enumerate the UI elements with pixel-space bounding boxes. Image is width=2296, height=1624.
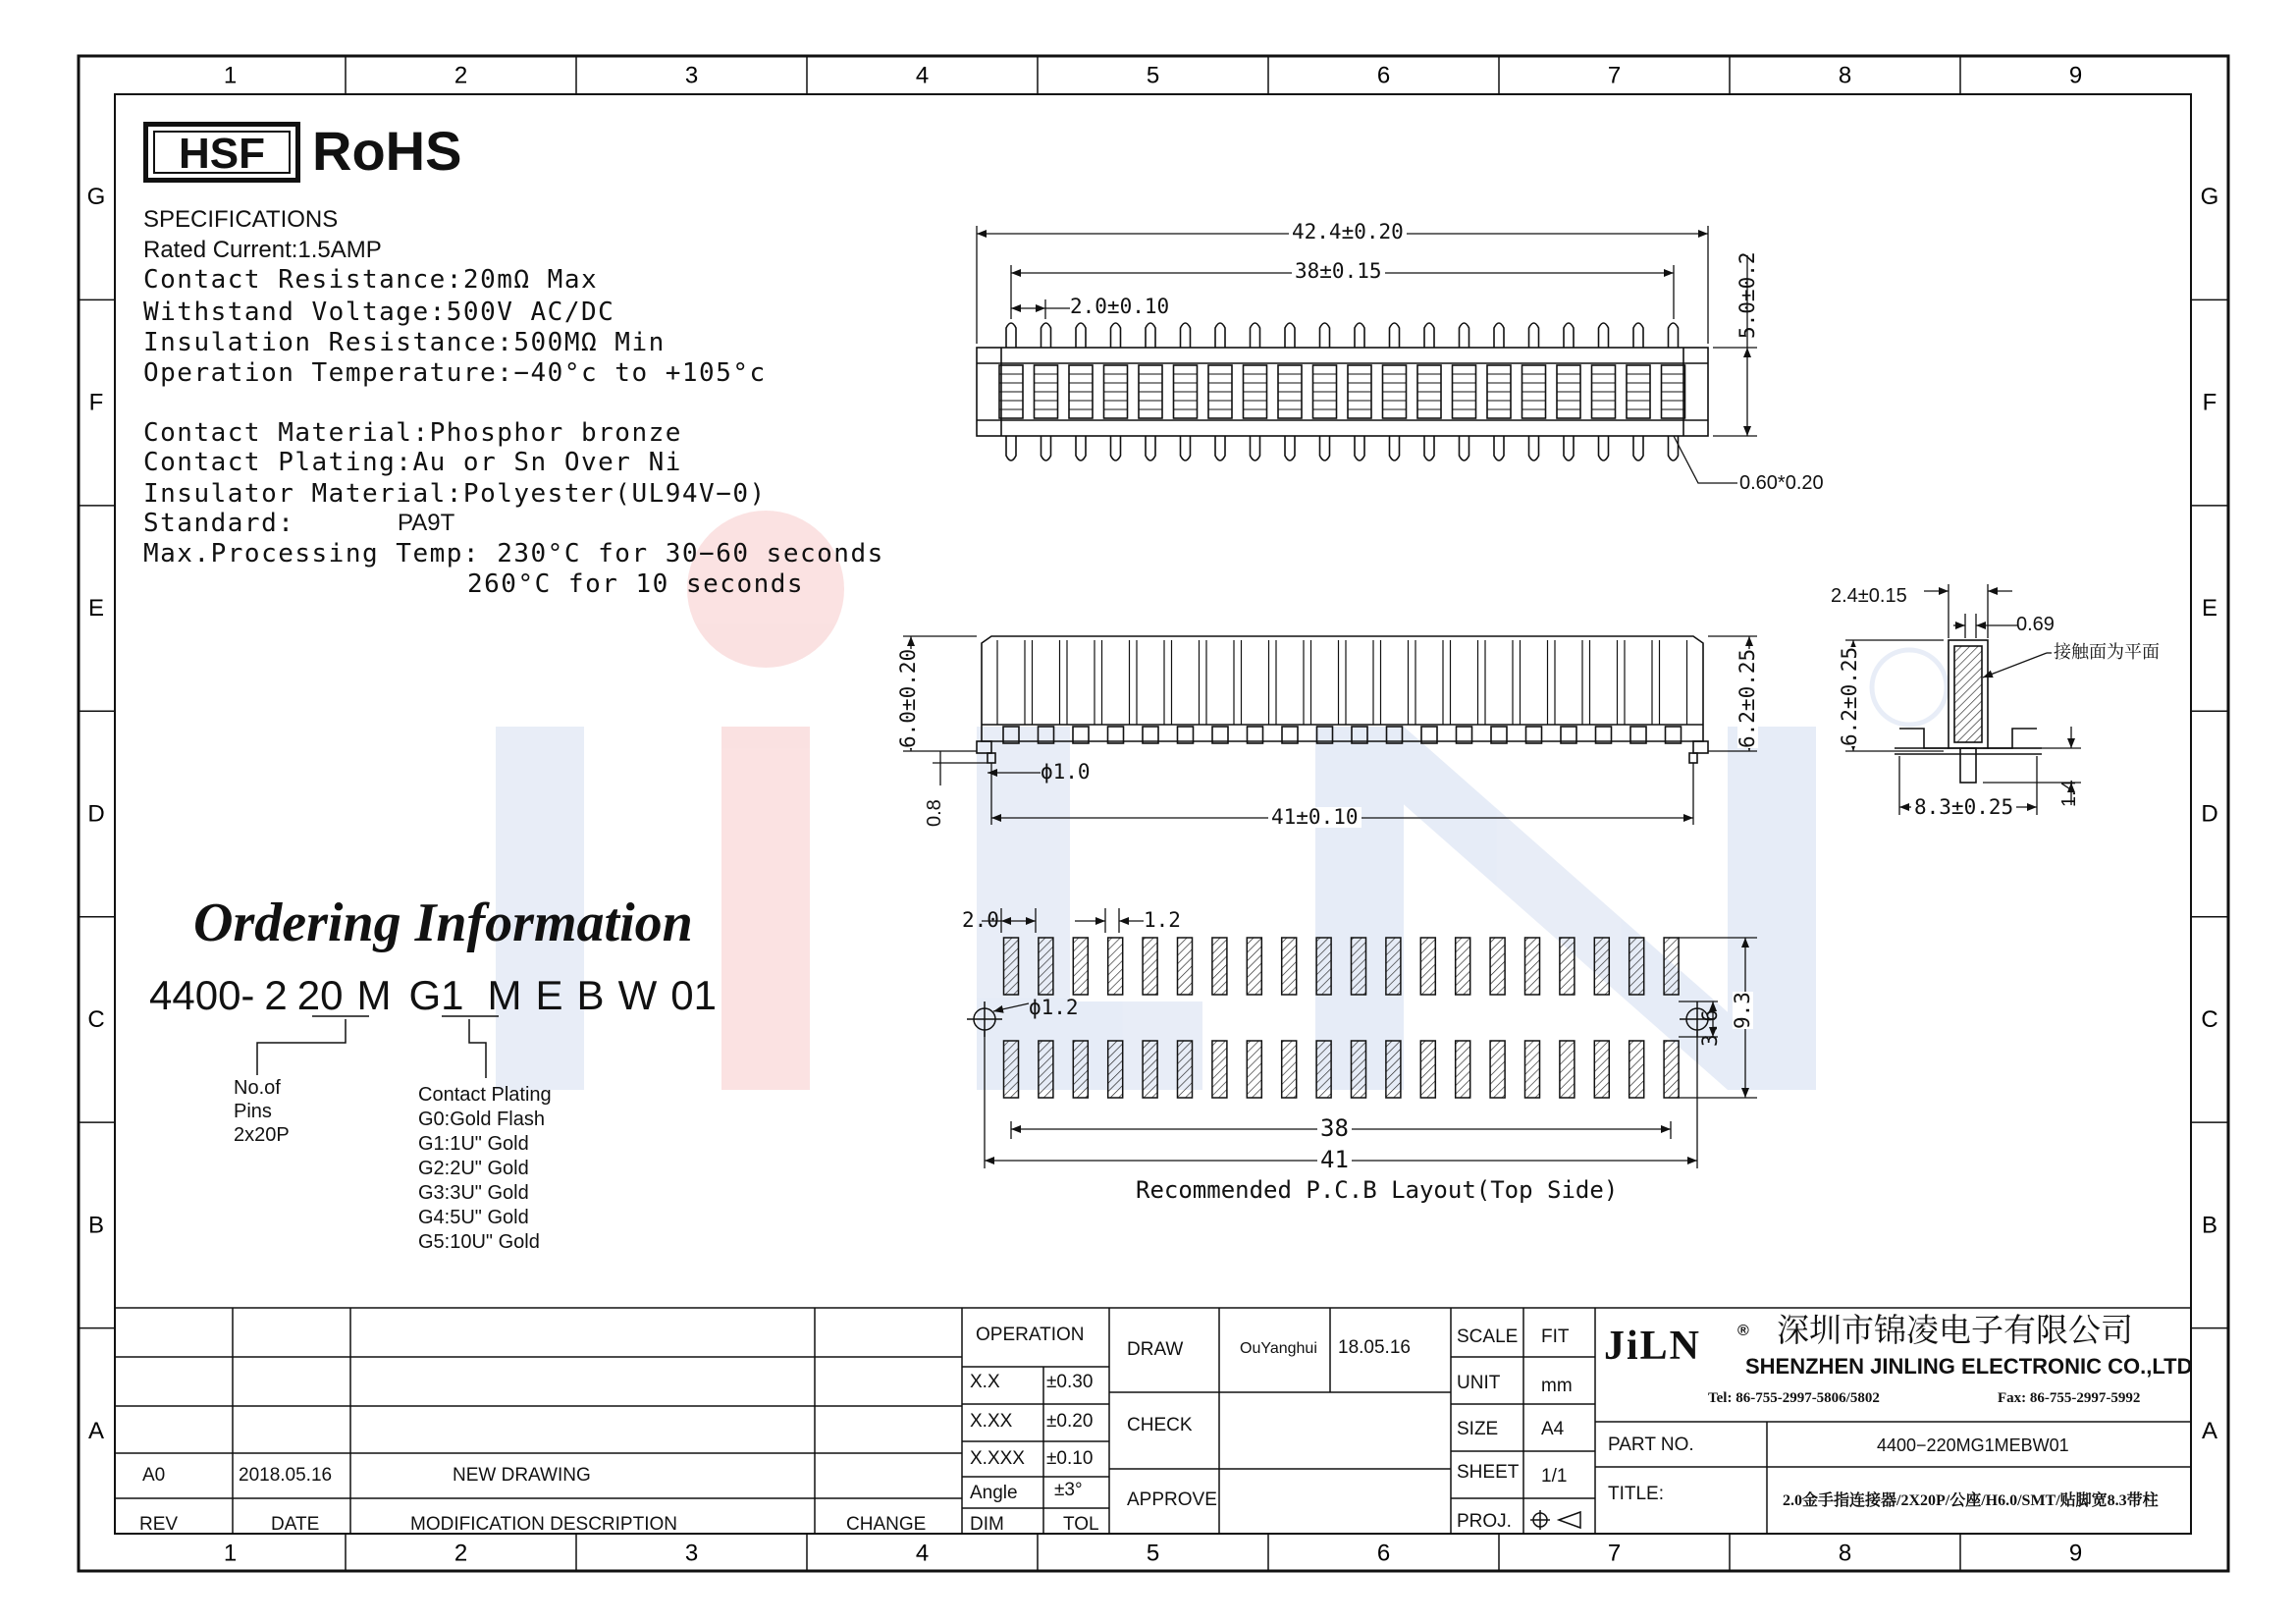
pcb-pad [1143,938,1157,995]
ordering-code-part: M [356,972,392,1018]
zone-row-label: B [87,1212,105,1239]
ordering-code-part: B [576,972,605,1018]
pins-note-line: 2x20P [234,1124,290,1146]
dim-front-left-h: 6.0±0.20 [896,648,920,748]
zone-row-label: G [86,184,106,211]
dim-pcb-span: 38 [1317,1116,1352,1140]
zone-column-label: 3 [684,62,699,89]
dim-pcb-pad: 1.2 [1144,908,1181,932]
top-pin-upper [1215,323,1225,348]
sheet-label: SHEET [1457,1462,1520,1483]
top-pin-lower [1076,436,1086,460]
zone-row-label: F [88,389,104,416]
dim-pcb-pitch: 2.0 [962,908,999,932]
ordering-code [149,972,717,1021]
dim-front-peg: ϕ1.0 [1041,760,1091,784]
pcb-pad [1316,1041,1331,1098]
registered-mark: ® [1737,1323,1749,1339]
pcb-pad [1629,1041,1644,1098]
top-pin-upper [1181,323,1191,348]
check-label: CHECK [1127,1415,1193,1435]
top-pin-lower [1285,436,1295,460]
spec-standard-label: Standard: [143,509,295,538]
change-header: CHANGE [846,1514,927,1535]
dim-side-base: 8.3±0.25 [1911,797,2016,818]
plating-note-line: G3:3U" Gold [418,1182,529,1204]
dim-top-pin: 0.60*0.20 [1739,472,1824,494]
zone-column-label: 8 [1838,62,1852,89]
plating-note-line: G0:Gold Flash [418,1109,545,1130]
tol-dim: X.XX [970,1411,1013,1432]
zone-column-label: 1 [223,1540,238,1567]
pcb-pad [1073,1041,1088,1098]
zone-column-label: 7 [1607,62,1622,89]
top-pin-lower [1529,436,1539,460]
dim-side-note: 接触面为平面 [2054,642,2160,662]
spec-max-temp-2: 260°C for 10 seconds [467,569,805,599]
pins-note-line: Pins [234,1101,272,1122]
tol-dim: Angle [970,1483,1018,1503]
plating-note [418,1083,552,1255]
pcb-pad [1178,1041,1193,1098]
pcb-pad [1143,1041,1157,1098]
top-pin-lower [1564,436,1574,460]
proj-label: PROJ. [1457,1511,1512,1532]
pcb-pad [1664,1041,1679,1098]
ordering-code-part: 01 [670,972,717,1018]
spec-insulation-resistance: Insulation Resistance:500MΩ Min [143,328,666,357]
top-pin-upper [1424,323,1434,348]
top-pin-lower [1146,436,1155,460]
pcb-pad [1247,938,1261,995]
ordering-code-part: 2 [264,972,288,1018]
plating-note-line: G5:10U" Gold [418,1231,540,1253]
zone-row-label: A [87,1417,105,1444]
rev-value: A0 [142,1465,166,1486]
dim-side-h: 6.2±0.25 [1838,646,1861,746]
dim-side-w: 2.4±0.15 [1831,585,1907,607]
top-pin-upper [1494,323,1504,348]
pcb-pad [1386,938,1401,995]
rohs-logo: RoHS [312,120,462,182]
size-label: SIZE [1457,1419,1499,1439]
zone-column-label: 5 [1146,1540,1160,1567]
pcb-pad [1420,938,1435,995]
hsf-text: HSF [153,131,291,174]
dim-header: DIM [970,1514,1004,1535]
top-pin-upper [1076,323,1086,348]
zone-row-label: G [2200,184,2219,211]
top-pin-lower [1355,436,1364,460]
top-pin-lower [1215,436,1225,460]
top-pin-upper [1633,323,1643,348]
plating-note-line: G4:5U" Gold [418,1207,529,1228]
zone-column-label: 4 [915,1540,930,1567]
ordering-leaders [257,1016,499,1078]
pcb-pad [1386,1041,1401,1098]
side-view [1895,640,2042,783]
top-pin-upper [1111,323,1121,348]
pcb-pad [1108,1041,1123,1098]
ordering-code-part: 4400- [149,972,255,1018]
zone-column-label: 8 [1838,1540,1852,1567]
top-pin-upper [1320,323,1330,348]
tol-value: ±0.30 [1046,1372,1094,1392]
pcb-pad [1664,938,1679,995]
rev-desc-value: NEW DRAWING [453,1465,591,1486]
zone-row-label: E [87,595,105,623]
unit-value: mm [1541,1376,1573,1396]
rev-header: REV [139,1514,179,1535]
top-pin-lower [1320,436,1330,460]
pcb-pad [1004,938,1019,995]
plating-note-line: Contact Plating [418,1084,552,1106]
ordering-code-part: W [617,972,658,1018]
pcb-pad [1212,938,1227,995]
top-pin-upper [1251,323,1260,348]
tol-value: ±3° [1054,1480,1083,1500]
pcb-pad [1490,1041,1505,1098]
spec-max-temp-1: Max.Processing Temp: 230°C for 30−60 seconds [143,539,884,568]
zone-column-label: 6 [1376,1540,1391,1567]
pcb-pad [1352,938,1366,995]
zone-row-label: D [87,800,105,828]
spec-contact-resistance: Contact Resistance:20mΩ Max [143,265,599,295]
spec-insulator-material: Insulator Material:Polyester(UL94V−0) [143,479,767,509]
pins-note-line: No.of [234,1077,281,1099]
top-pin-upper [1355,323,1364,348]
company-tel: Tel: 86-755-2997-5806/5802 [1708,1390,1880,1406]
company-logo: JiLN [1604,1324,1702,1369]
zone-row-label: A [2201,1417,2218,1444]
dim-pcb-row: 3.6 [1698,1009,1722,1047]
pcb-pad [1282,938,1297,995]
zone-column-label: 6 [1376,62,1391,89]
dim-side-tail: 0.69 [2016,614,2055,635]
top-pin-lower [1111,436,1121,460]
top-pin-lower [1424,436,1434,460]
pcb-pad [1456,938,1470,995]
sheet-value: 1/1 [1541,1466,1568,1487]
top-pin-upper [1041,323,1051,348]
company-fax: Fax: 86-755-2997-5992 [1998,1390,2141,1406]
top-pin-upper [1146,323,1155,348]
pcb-pad [1039,938,1053,995]
pcb-pad [1212,1041,1227,1098]
zone-column-label: 3 [684,1540,699,1567]
scale-label: SCALE [1457,1326,1519,1347]
pcb-pad [1560,1041,1575,1098]
tol-dim: X.X [970,1372,1000,1392]
pcb-pad [1039,1041,1053,1098]
dim-pcb-total: 9.3 [1731,992,1754,1029]
draw-label: DRAW [1127,1339,1184,1360]
plating-note-line: G1:1U" Gold [418,1133,529,1155]
rev-date-value: 2018.05.16 [239,1465,333,1486]
dim-front-peg-h: 0.8 [924,799,945,827]
top-pin-upper [1599,323,1609,348]
spec-heading: SPECIFICATIONS [143,206,339,233]
top-pin-lower [1006,436,1016,460]
dim-side-tail-h: 1.4 [2058,780,2080,807]
top-pin-upper [1460,323,1469,348]
dim-front-span: 41±0.10 [1268,807,1362,828]
tol-header: TOL [1063,1514,1099,1535]
plating-note-line: G2:2U" Gold [418,1158,529,1179]
pcb-pad [1594,938,1609,995]
company-cn: 深圳市锦凌电子有限公司 [1777,1312,2133,1348]
operation-label: OPERATION [976,1325,1085,1345]
pcb-pad [1247,1041,1261,1098]
approve-label: APPROVE [1127,1489,1217,1510]
pcb-caption: Recommended P.C.B Layout(Top Side) [1136,1176,1619,1204]
zone-row-label: D [2201,800,2218,828]
hsf-logo [143,122,300,183]
top-pin-lower [1633,436,1643,460]
ordering-code-part: M [487,972,522,1018]
dim-top-overall: 42.4±0.20 [1289,222,1407,243]
draw-date: 18.05.16 [1338,1337,1411,1358]
tol-dim: X.XXX [970,1448,1025,1469]
spec-rated-current: Rated Current:1.5AMP [143,237,382,263]
top-pin-lower [1460,436,1469,460]
tol-value: ±0.20 [1046,1411,1094,1432]
pcb-pad [1108,938,1123,995]
dim-top-pitch: 2.0±0.10 [1070,295,1170,318]
pcb-pad [1282,1041,1297,1098]
top-pin-lower [1494,436,1504,460]
top-pin-upper [1529,323,1539,348]
pcb-pad [1560,938,1575,995]
zone-column-label: 9 [2068,1540,2083,1567]
dim-pcb-hole: ϕ1.2 [1029,996,1079,1019]
projection-symbol [1530,1510,1580,1530]
zone-column-label: 7 [1607,1540,1622,1567]
zone-column-label: 1 [223,62,238,89]
dim-top-pitch-span: 38±0.15 [1292,261,1385,282]
top-pin-upper [1285,323,1295,348]
title-label: TITLE: [1608,1484,1665,1504]
spec-contact-material: Contact Material:Phosphor bronze [143,418,682,448]
zone-column-label: 9 [2068,62,2083,89]
top-pin-lower [1599,436,1609,460]
top-pin-lower [1669,436,1679,460]
pcb-pad [1352,1041,1366,1098]
dim-front-right-h: 6.2±0.25 [1735,648,1759,748]
scale-value: FIT [1541,1326,1570,1347]
top-pin-lower [1390,436,1400,460]
pcb-pad [1525,1041,1540,1098]
pcb-pad [1073,938,1088,995]
pcb-pad [1456,1041,1470,1098]
top-view [977,323,1708,460]
ordering-heading: Ordering Information [193,893,693,953]
pcb-pad [1316,938,1331,995]
part-no-value: 4400−220MG1MEBW01 [1877,1435,2069,1455]
drawer-name: OuYanghui [1240,1340,1317,1357]
dim-pcb-holes: 41 [1317,1148,1352,1171]
spec-withstand-voltage: Withstand Voltage:500V AC/DC [143,298,615,327]
pcb-pad [1594,1041,1609,1098]
zone-column-label: 4 [915,62,930,89]
date-header: DATE [271,1514,320,1535]
zone-row-label: C [87,1005,105,1033]
spec-contact-plating: Contact Plating:Au or Sn Over Ni [143,448,682,477]
pcb-pad [1629,938,1644,995]
spec-operation-temperature: Operation Temperature:−40°c to +105°c [143,358,767,388]
zone-column-label: 2 [454,1540,468,1567]
company-en: SHENZHEN JINLING ELECTRONIC CO.,LTD [1745,1354,2193,1379]
part-no-label: PART NO. [1608,1435,1694,1455]
zone-row-label: C [2201,1005,2218,1033]
pcb-pad [1178,938,1193,995]
title-value: 2.0金手指连接器/2X20P/公座/H6.0/SMT/贴脚宽8.3带柱 [1783,1492,2159,1509]
zone-row-label: B [2201,1212,2218,1239]
top-pin-lower [1251,436,1260,460]
top-pin-lower [1181,436,1191,460]
zone-column-label: 5 [1146,62,1160,89]
pins-note [234,1076,290,1147]
spec-standard-value: PA9T [398,510,455,536]
unit-label: UNIT [1457,1373,1501,1393]
top-pin-upper [1564,323,1574,348]
top-pin-lower [1041,436,1051,460]
pcb-pad [1525,938,1540,995]
mod-header: MODIFICATION DESCRIPTION [410,1514,677,1535]
top-pin-upper [1390,323,1400,348]
pcb-pad [1490,938,1505,995]
ordering-code-part: E [535,972,563,1018]
dim-top-height: 5.0±0.2 [1735,251,1759,339]
pcb-pad [1004,1041,1019,1098]
tol-value: ±0.10 [1046,1448,1094,1469]
zone-row-label: E [2201,595,2218,623]
zone-row-label: F [2202,389,2217,416]
zone-column-label: 2 [454,62,468,89]
size-value: A4 [1541,1419,1565,1439]
ordering-code-part: 20 [296,972,344,1018]
ordering-code-part: G1 [408,972,464,1018]
top-pin-upper [1669,323,1679,348]
top-pin-upper [1006,323,1016,348]
pcb-pad [1420,1041,1435,1098]
